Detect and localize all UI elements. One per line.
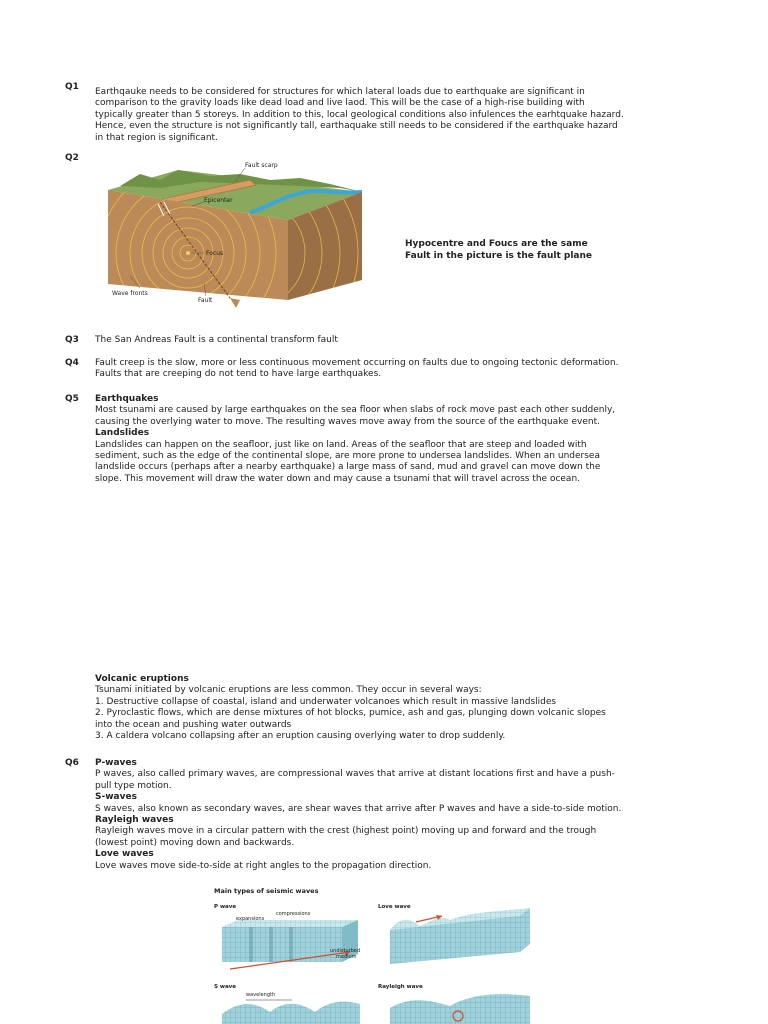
q5-label: Q5 [65, 394, 79, 404]
rayleigh-wave-block [390, 994, 530, 1024]
p-waves-text: P waves, also called primary waves, are compressional waves that arrive at distant locations first and have a push-pull type motion. [95, 769, 615, 791]
fault-diagram [100, 158, 370, 308]
s-waves-text: S waves, also known as secondary waves, are shear waves that arrive after P waves and have a side-to-side motion. [95, 803, 622, 814]
volcanic-block [95, 674, 625, 742]
wave-fronts-label: Wave fronts [112, 290, 148, 297]
wavelength-label: wavelength [246, 992, 276, 998]
undisturbed-label: undisturbed [330, 948, 361, 954]
q3-label: Q3 [65, 335, 79, 345]
s-wave-block [222, 1002, 360, 1024]
landslides-heading: Landslides [95, 428, 150, 439]
compressions-label: compressions [276, 911, 311, 917]
earthquakes-heading: Earthquakes [95, 394, 159, 404]
q5-answer [95, 394, 625, 485]
q2-note [405, 238, 592, 262]
q4-text: Fault creep is the slow, more or less continuous movement occurring on faults due to ongoing tectonic deformation. Faults that are creeping do not tend to have large earthquakes. [95, 358, 619, 380]
volcanic-item-1: 1. Destructive collapse of coastal, island and underwater volcanoes which result in massive landslides [95, 696, 557, 707]
love-text: Love waves move side-to-side at right angles to the propagation direction. [95, 860, 432, 871]
earthquakes-text: Most tsunami are caused by large earthquakes on the sea floor when slabs of rock move past each other suddenly, causing the overlying water to move. The resulting waves move away from the source of the earthquake event. [95, 405, 616, 427]
focus-label: Focus [206, 250, 224, 257]
q4-label: Q4 [65, 358, 79, 368]
fault-scarp-label: Fault scarp [245, 162, 278, 169]
love-heading: Love waves [95, 849, 154, 860]
volcanic-intro: Tsunami initiated by volcanic eruptions are less common. They occur in several ways: [95, 685, 482, 696]
q6-label: Q6 [65, 758, 79, 768]
focus-point [186, 251, 190, 255]
q2-note-line1: Hypocentre and Foucs are the same [405, 239, 588, 249]
volcanic-item-2: 2. Pyroclastic flows, which are dense mixtures of hot blocks, pumice, ash and gas, plunging down volcanic slopes into the ocean and pushing water outwards [95, 708, 606, 730]
q2-note-line2: Fault in the picture is the fault plane [405, 251, 592, 261]
q3-text: The San Andreas Fault is a continental transform fault [95, 335, 338, 345]
landslides-text: Landslides can happen on the seafloor, just like on land. Areas of the seafloor that are steep and loaded with sediment, such as the edge of the continental slope, are more prone to undersea landslides. When an undersea landslide occurs (perhaps after a nearby earthquake) a large mass of sand, mud and gravel can move down the slope. This movement will draw the water down and may cause a tsunami that will travel across the ocean. [95, 439, 601, 484]
q2-label: Q2 [65, 153, 79, 163]
q1-label: Q1 [65, 82, 79, 92]
q4-answer [95, 358, 625, 381]
medium-label: medium [336, 954, 357, 960]
rayleigh-text: Rayleigh waves move in a circular pattern with the crest (highest point) moving up and forward and the trough (lowest point) moving down and backwards. [95, 826, 597, 848]
volcanic-heading: Volcanic eruptions [95, 674, 189, 684]
seismic-figure-title: Main types of seismic waves [214, 887, 319, 895]
q6-answer [95, 758, 625, 872]
rayleigh-wave-label: Rayleigh wave [378, 984, 423, 990]
p-wave-block [222, 927, 342, 962]
love-wave-label: Love wave [378, 904, 411, 910]
s-waves-heading: S-waves [95, 792, 137, 803]
q1-text: Earthqauke needs to be considered for structures for which lateral loads due to earthquake are significant in comparison to the gravity loads like dead load and live laod. This will be the case of a high-rise building with typically greater than 5 storeys. In addition to this, local geological conditions also infulences the earhtquake hazard. Hence, even the structure is not significantly tall, earthaquake still needs to be considered if the earthquake hazard in that region is significant. [95, 87, 624, 143]
fault-label: Fault [198, 297, 213, 304]
epicenter-label: Epicenter [204, 197, 233, 204]
volcanic-item-3: 3. A caldera volcano collapsing after an eruption causing overlying water to drop suddenly. [95, 731, 506, 742]
s-wave-label: S wave [214, 984, 236, 990]
expansions-label: expansions [236, 916, 265, 922]
p-wave-label: P wave [214, 904, 237, 910]
rayleigh-heading: Rayleigh waves [95, 815, 174, 826]
p-waves-heading: P-waves [95, 758, 137, 768]
seismic-waves-figure [210, 882, 545, 1024]
q1-answer [95, 87, 625, 144]
q3-answer [95, 335, 625, 346]
